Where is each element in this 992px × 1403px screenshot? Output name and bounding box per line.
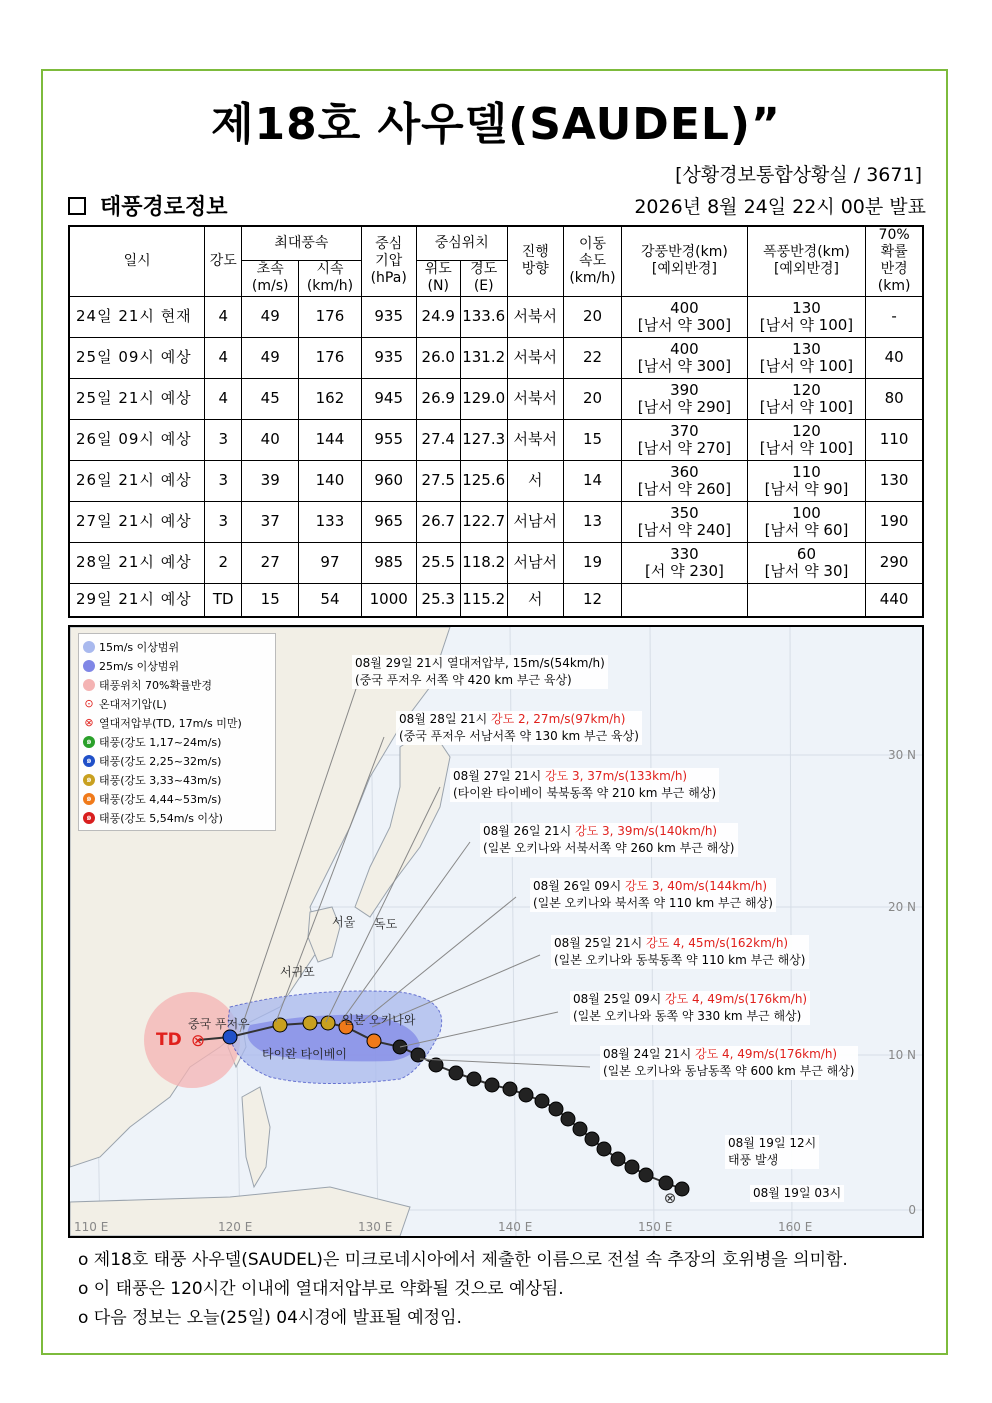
typhoon-marker <box>611 1152 625 1166</box>
table-row <box>69 460 923 501</box>
wind-ms-cell: 37 <box>242 501 299 542</box>
lat-cell: 25.3 <box>416 583 460 617</box>
forecast-label: 08월 27일 21시 강도 3, 37m/s(133km/h) (타이완 타이베이 북북동쪽 약 210 km 부근 해상) <box>450 768 719 802</box>
storm-radius-value: 100 <box>792 503 821 522</box>
gale-radius-exception: [남서 약 300] <box>637 315 732 334</box>
legend-label: 태풍(강도 4,44~53m/s) <box>99 792 222 806</box>
table-row <box>69 542 923 583</box>
header-pressure: 중심 기압 (hPa) <box>361 226 416 296</box>
gale-radius-cell <box>622 583 748 617</box>
legend-label: 태풍(강도 1,17~24m/s) <box>99 735 222 749</box>
typhoon-marker <box>549 1102 563 1116</box>
forecast-label: 08월 24일 21시 강도 4, 49m/s(176km/h) (일본 오키나와 동남동쪽 약 600 km 부근 해상) <box>600 1046 858 1080</box>
wind-kmh-cell: 97 <box>299 542 361 583</box>
storm-radius-cell <box>747 460 865 501</box>
legend-label: 온대저기압(L) <box>99 697 167 711</box>
typhoon-marker <box>639 1168 653 1182</box>
speed-cell: 12 <box>563 583 621 617</box>
note-item: o 다음 정보는 오늘(25일) 04시경에 발표될 예정임. <box>78 1308 462 1328</box>
lon-cell: 129.0 <box>460 378 507 419</box>
typhoon-marker <box>449 1066 463 1080</box>
pressure-cell: 935 <box>361 296 416 337</box>
table-row <box>69 501 923 542</box>
gale-radius-value: 400 <box>670 339 699 358</box>
storm-radius-exception: [남서 약 60] <box>764 520 849 539</box>
lat-cell: 24.9 <box>416 296 460 337</box>
pressure-cell: 955 <box>361 419 416 460</box>
gale-radius-cell <box>622 542 748 583</box>
circle-blue-icon <box>83 660 95 672</box>
datetime-cell: 27일 21시 예상 <box>69 501 205 542</box>
lon-label: 130 E <box>358 1220 393 1234</box>
lon-label: 140 E <box>498 1220 533 1234</box>
lat-label: 30 N <box>887 748 916 762</box>
prob-radius-cell: 440 <box>866 583 923 617</box>
legend-label: 25m/s 이상범위 <box>99 659 180 673</box>
speed-cell: 13 <box>563 501 621 542</box>
lat-cell: 26.0 <box>416 337 460 378</box>
speed-cell: 20 <box>563 378 621 419</box>
lat-label: 20 N <box>887 900 916 914</box>
intensity-cell: 3 <box>205 419 242 460</box>
td-label: TD <box>156 1030 182 1050</box>
typhoon-marker <box>467 1072 481 1086</box>
gale-radius-exception: [남서 약 300] <box>637 356 732 375</box>
typhoon-marker <box>367 1034 381 1048</box>
header-wind-kmh: 시속 (km/h) <box>299 260 361 296</box>
storm-radius-exception: [남서 약 100] <box>759 356 854 375</box>
note-item: o 이 태풍은 120시간 이내에 열대저압부로 약화될 것으로 예상됨. <box>78 1279 564 1299</box>
forecast-label: 08월 25일 21시 강도 4, 45m/s(162km/h) (일본 오키나와 동북동쪽 약 110 km 부근 해상) <box>551 935 809 969</box>
datetime-cell: 25일 21시 예상 <box>69 378 205 419</box>
typhoon-marker <box>535 1094 549 1108</box>
office-label: [상황경보통합상황실 / 3671] <box>675 164 922 186</box>
notes <box>78 1246 848 1333</box>
legend-item <box>83 770 271 789</box>
storm-radius-value: 130 <box>792 339 821 358</box>
wind-kmh-cell: 133 <box>299 501 361 542</box>
lat-cell: 27.5 <box>416 460 460 501</box>
typhoon-marker <box>503 1082 517 1096</box>
storm-radius-cell <box>747 583 865 617</box>
header-wind-ms: 초속 (m/s) <box>242 260 299 296</box>
typhoon-2-icon: ๑ <box>83 755 95 767</box>
page-title: 제18호 사우델(SAUDEL)” <box>211 99 781 150</box>
forecast-label: 08월 28일 21시 강도 2, 27m/s(97km/h) (중국 푸저우 서남서쪽 약 130 km 부근 육상) <box>396 711 642 745</box>
storm-radius-cell <box>747 337 865 378</box>
td-marker: ⊗ <box>190 1031 206 1051</box>
intensity-cell: 4 <box>205 337 242 378</box>
legend-item <box>83 637 271 656</box>
legend-item <box>83 751 271 770</box>
pressure-cell: 965 <box>361 501 416 542</box>
place-dokdo: 독도 <box>374 917 398 931</box>
place-fuzhou: 중국 푸저우 <box>188 1017 250 1031</box>
storm-radius-exception: [남서 약 100] <box>759 315 854 334</box>
forecast-label: 08월 29일 21시 열대저압부, 15m/s(54km/h) (중국 푸저우 서쪽 약 420 km 부근 육상) <box>352 655 608 689</box>
lat-label: 0 <box>908 1203 916 1217</box>
pressure-cell: 1000 <box>361 583 416 617</box>
wind-kmh-cell: 176 <box>299 337 361 378</box>
typhoon-4-icon: ๑ <box>83 793 95 805</box>
circle-pink-icon <box>83 679 95 691</box>
lon-cell: 122.7 <box>460 501 507 542</box>
wind-kmh-cell: 144 <box>299 419 361 460</box>
extratropical-icon: ⊙ <box>84 696 94 710</box>
lat-cell: 25.5 <box>416 542 460 583</box>
header-lon: 경도 (E) <box>460 260 507 296</box>
datetime-cell: 26일 09시 예상 <box>69 419 205 460</box>
wind-kmh-cell: 54 <box>299 583 361 617</box>
circle-light-blue-icon <box>83 641 95 653</box>
gale-radius-cell <box>622 296 748 337</box>
legend-label: 태풍(강도 3,33~43m/s) <box>99 773 222 787</box>
typhoon-marker <box>519 1088 533 1102</box>
prob-radius-cell: 290 <box>866 542 923 583</box>
speed-cell: 20 <box>563 296 621 337</box>
gale-radius-value: 360 <box>670 462 699 481</box>
lon-cell: 118.2 <box>460 542 507 583</box>
typhoon-marker <box>303 1016 317 1030</box>
lat-cell: 27.4 <box>416 419 460 460</box>
gale-radius-cell <box>622 501 748 542</box>
storm-radius-exception: [남서 약 30] <box>764 561 849 580</box>
legend-item <box>83 789 271 808</box>
lon-cell: 125.6 <box>460 460 507 501</box>
intensity-cell: 2 <box>205 542 242 583</box>
place-seoul: 서울 <box>332 915 356 929</box>
datetime-cell: 29일 21시 예상 <box>69 583 205 617</box>
legend-label: 15m/s 이상범위 <box>99 640 180 654</box>
section-title: 태풍경로정보 <box>100 195 228 220</box>
storm-radius-cell <box>747 296 865 337</box>
speed-cell: 15 <box>563 419 621 460</box>
direction-cell: 서 <box>507 460 563 501</box>
gale-radius-exception: [남서 약 290] <box>637 397 732 416</box>
legend-item <box>83 694 271 713</box>
gale-radius-cell <box>622 419 748 460</box>
track-map <box>68 625 924 1238</box>
storm-radius-exception: [남서 약 90] <box>764 479 849 498</box>
speed-cell: 19 <box>563 542 621 583</box>
pressure-cell: 960 <box>361 460 416 501</box>
typhoon-marker <box>625 1160 639 1174</box>
typhoon-marker <box>485 1078 499 1092</box>
lon-label: 110 E <box>74 1220 109 1234</box>
lon-label: 120 E <box>218 1220 253 1234</box>
map-legend <box>78 633 276 831</box>
direction-cell: 서북서 <box>507 378 563 419</box>
typhoon-marker <box>561 1112 575 1126</box>
datetime-cell: 24일 21시 현재 <box>69 296 205 337</box>
storm-radius-value: 130 <box>792 298 821 317</box>
place-okinawa: 일본 오키나와 <box>342 1013 416 1027</box>
forecast-label: 08월 26일 09시 강도 3, 40m/s(144km/h) (일본 오키나와 북서쪽 약 110 km 부근 해상) <box>530 878 776 912</box>
gale-radius-exception: [남서 약 260] <box>637 479 732 498</box>
datetime-cell: 25일 09시 예상 <box>69 337 205 378</box>
table-row <box>69 583 923 617</box>
header-datetime: 일시 <box>69 226 205 296</box>
prob-radius-cell: 110 <box>866 419 923 460</box>
legend-item <box>83 675 271 694</box>
prob-radius-cell: - <box>866 296 923 337</box>
intensity-cell: 3 <box>205 501 242 542</box>
table-row <box>69 296 923 337</box>
prob-radius-cell: 40 <box>866 337 923 378</box>
place-seogwipo: 서귀포 <box>280 965 315 979</box>
gale-radius-value: 390 <box>670 380 699 399</box>
forecast-label: 08월 25일 09시 강도 4, 49m/s(176km/h) (일본 오키나와 동쪽 약 330 km 부근 해상) <box>570 991 810 1025</box>
speed-cell: 14 <box>563 460 621 501</box>
td-icon: ⊗ <box>84 715 94 729</box>
lon-cell: 115.2 <box>460 583 507 617</box>
typhoon-marker <box>573 1122 587 1136</box>
direction-cell: 서 <box>507 583 563 617</box>
wind-ms-cell: 45 <box>242 378 299 419</box>
header-speed: 이동 속도 (km/h) <box>563 226 621 296</box>
note-item: o 제18호 태풍 사우델(SAUDEL)은 미크로네시아에서 제출한 이름으로 전설 속 추장의 호위병을 의미함. <box>78 1250 848 1270</box>
wind-ms-cell: 49 <box>242 337 299 378</box>
gale-radius-value: 400 <box>670 298 699 317</box>
table-row <box>69 419 923 460</box>
intensity-cell: 4 <box>205 378 242 419</box>
start-label: 08월 19일 03시 <box>750 1185 844 1202</box>
start-marker: ⊗ <box>663 1189 677 1207</box>
prob-radius-cell: 80 <box>866 378 923 419</box>
pressure-cell: 935 <box>361 337 416 378</box>
prob-radius-cell: 130 <box>866 460 923 501</box>
header-gale-radius: 강풍반경(km) [예외반경] <box>622 226 748 296</box>
header-max-wind: 최대풍속 <box>242 226 362 260</box>
typhoon-5-icon: ๑ <box>83 812 95 824</box>
header-prob-radius: 70% 확률 반경 (km) <box>866 226 923 296</box>
legend-item <box>83 656 271 675</box>
direction-cell: 서남서 <box>507 501 563 542</box>
storm-radius-cell <box>747 419 865 460</box>
wind-kmh-cell: 162 <box>299 378 361 419</box>
legend-label: 태풍위치 70%확률반경 <box>99 678 212 692</box>
direction-cell: 서남서 <box>507 542 563 583</box>
storm-radius-value: 120 <box>792 421 821 440</box>
intensity-cell: TD <box>205 583 242 617</box>
header-intensity: 강도 <box>205 226 242 296</box>
legend-item <box>83 713 271 732</box>
datetime-cell: 26일 21시 예상 <box>69 460 205 501</box>
storm-radius-value: 120 <box>792 380 821 399</box>
gale-radius-exception: [남서 약 240] <box>637 520 732 539</box>
typhoon-marker <box>411 1048 425 1062</box>
legend-label: 태풍(강도 2,25~32m/s) <box>99 754 222 768</box>
legend-item <box>83 732 271 751</box>
typhoon-marker <box>273 1018 287 1032</box>
gale-radius-value: 330 <box>670 544 699 563</box>
typhoon-marker <box>659 1176 673 1190</box>
lon-cell: 127.3 <box>460 419 507 460</box>
header-direction: 진행 방향 <box>507 226 563 296</box>
storm-radius-value: 60 <box>796 544 817 563</box>
lon-cell: 131.2 <box>460 337 507 378</box>
place-taipei: 타이완 타이베이 <box>262 1047 347 1061</box>
track-table <box>68 225 924 618</box>
gale-radius-value: 370 <box>670 421 699 440</box>
intensity-cell: 3 <box>205 460 242 501</box>
datetime-cell: 28일 21시 예상 <box>69 542 205 583</box>
direction-cell: 서북서 <box>507 296 563 337</box>
direction-cell: 서북서 <box>507 419 563 460</box>
storm-radius-exception: [남서 약 100] <box>759 438 854 457</box>
wind-ms-cell: 39 <box>242 460 299 501</box>
header-lat: 위도 (N) <box>416 260 460 296</box>
wind-kmh-cell: 140 <box>299 460 361 501</box>
pressure-cell: 985 <box>361 542 416 583</box>
typhoon-1-icon: ๑ <box>83 736 95 748</box>
legend-item <box>83 808 271 827</box>
wind-kmh-cell: 176 <box>299 296 361 337</box>
gale-radius-cell <box>622 378 748 419</box>
typhoon-marker <box>585 1132 599 1146</box>
section-heading <box>68 190 228 221</box>
lon-cell: 133.6 <box>460 296 507 337</box>
typhoon-3-icon: ๑ <box>83 774 95 786</box>
gale-radius-value: 350 <box>670 503 699 522</box>
issued-time: 2026년 8월 24일 22시 00분 발표 <box>634 196 926 218</box>
gale-radius-cell <box>622 460 748 501</box>
intensity-cell: 4 <box>205 296 242 337</box>
storm-radius-cell <box>747 542 865 583</box>
checkbox-icon <box>68 197 86 215</box>
lon-label: 160 E <box>778 1220 813 1234</box>
typhoon-marker <box>675 1182 689 1196</box>
legend-label: 태풍(강도 5,54m/s 이상) <box>99 811 223 825</box>
header-center: 중심위치 <box>416 226 507 260</box>
speed-cell: 22 <box>563 337 621 378</box>
storm-radius-cell <box>747 501 865 542</box>
wind-ms-cell: 40 <box>242 419 299 460</box>
gale-radius-cell <box>622 337 748 378</box>
storm-radius-cell <box>747 378 865 419</box>
lat-label: 10 N <box>887 1048 916 1062</box>
direction-cell: 서북서 <box>507 337 563 378</box>
wind-ms-cell: 27 <box>242 542 299 583</box>
wind-ms-cell: 15 <box>242 583 299 617</box>
lat-cell: 26.9 <box>416 378 460 419</box>
track-table-body <box>69 296 923 617</box>
gale-radius-exception: [서 약 230] <box>644 561 724 580</box>
typhoon-marker <box>223 1030 237 1044</box>
genesis-label: 08월 19일 12시 태풍 발생 <box>725 1135 819 1169</box>
gale-radius-exception: [남서 약 270] <box>637 438 732 457</box>
legend-label: 열대저압부(TD, 17m/s 미만) <box>99 716 242 730</box>
typhoon-marker <box>597 1142 611 1156</box>
pressure-cell: 945 <box>361 378 416 419</box>
prob-radius-cell: 190 <box>866 501 923 542</box>
storm-radius-value: 110 <box>792 462 821 481</box>
header-storm-radius: 폭풍반경(km) [예외반경] <box>747 226 865 296</box>
lon-label: 150 E <box>638 1220 673 1234</box>
table-row <box>69 378 923 419</box>
forecast-label: 08월 26일 21시 강도 3, 39m/s(140km/h) (일본 오키나와 서북서쪽 약 260 km 부근 해상) <box>480 823 738 857</box>
wind-ms-cell: 49 <box>242 296 299 337</box>
lat-cell: 26.7 <box>416 501 460 542</box>
storm-radius-exception: [남서 약 100] <box>759 397 854 416</box>
table-row <box>69 337 923 378</box>
